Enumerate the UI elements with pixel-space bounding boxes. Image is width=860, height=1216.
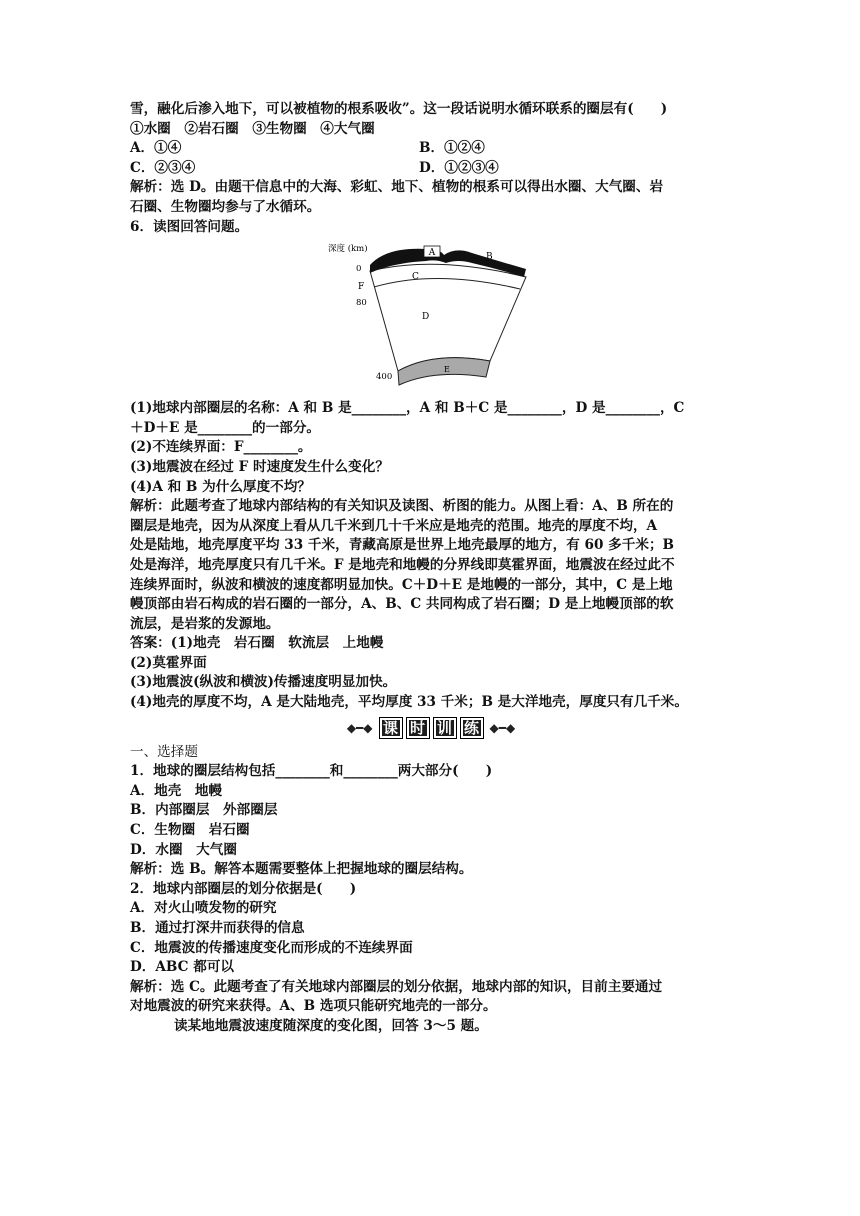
- question-5-options: [130, 139, 732, 178]
- question-6-questions: [130, 399, 732, 497]
- label-d: D: [422, 312, 430, 323]
- text-line: (2)不连续界面：F________。: [130, 439, 312, 456]
- text-line: 解析：此题考查了地球内部结构的有关知识及读图、析图的能力。从图上看：A、B 所在的: [130, 498, 674, 515]
- text-line: 读某地地震波速度随深度的变化图，回答 3～5 题。: [174, 1017, 488, 1034]
- option-c: C．②③④: [130, 159, 196, 176]
- label-b: B: [486, 252, 493, 263]
- text-line: D．ABC 都可以: [130, 959, 235, 976]
- tick-0: 0: [356, 264, 362, 275]
- text-line: B．内部圈层 外部圈层: [130, 802, 278, 819]
- text-line: C．生物圈 岩石圈: [130, 822, 250, 839]
- earth-layers-diagram: [326, 239, 536, 395]
- banner-char: 练: [460, 717, 484, 739]
- banner-char: 时: [406, 717, 430, 739]
- text-line: 解析：选 C。此题考查了有关地球内部圈层的划分依据，地球内部的知识，目前主要通过: [130, 978, 663, 995]
- option-row: [130, 159, 732, 179]
- text-line: (4)地壳的厚度不均，A 是大陆地壳，平均厚度 33 千米；B 是大洋地壳，厚度只有几千米。: [130, 694, 688, 711]
- text-line: (3)地震波在经过 F 时速度发生什么变化？: [130, 458, 389, 475]
- text-line: D．水圈 大气圈: [130, 841, 237, 858]
- text-line: (2)莫霍界面: [130, 654, 207, 671]
- text-line: 幔顶部由岩石构成的岩石圈的一部分，A、B、C 共同构成了岩石圈；D 是上地幔顶部的软: [130, 596, 674, 613]
- text-line: C．地震波的传播速度变化而形成的不连续界面: [130, 939, 413, 956]
- text-line: ＋D＋E 是________的一部分。: [130, 419, 321, 436]
- text-line: 解析：选 B。解答本题需要整体上把握地球的圈层结构。: [130, 861, 473, 878]
- document-page: [130, 100, 732, 1037]
- text-line: 圈层是地壳，因为从深度上看从几千米到几十千米应是地壳的范围。地壳的厚度不均，A: [130, 517, 658, 534]
- banner-title: [379, 717, 484, 739]
- text-line: 石圈、生物圈均参与了水循环。: [130, 198, 321, 215]
- banner-right-deco: ◆━◆: [489, 720, 516, 735]
- label-f: F: [358, 282, 365, 293]
- option-row: [130, 139, 732, 159]
- text-line: A．对火山喷发物的研究: [130, 900, 277, 917]
- option-b: B．①②④: [419, 140, 485, 157]
- text-line: 1．地球的圈层结构包括________和________两大部分( ): [130, 763, 493, 780]
- banner-char: 课: [379, 717, 403, 739]
- label-e: E: [444, 365, 450, 375]
- text-line: (3)地震波(纵波和横波)传播速度明显加快。: [130, 674, 397, 691]
- tick-400: 400: [376, 372, 393, 383]
- text-line: ①水圈 ②岩石圈 ③生物圈 ④大气圈: [130, 120, 375, 137]
- question-6-title: 6．读图回答问题。: [130, 218, 249, 235]
- text-line: (1)地球内部圈层的名称：A 和 B 是________，A 和 B＋C 是________，D 是________，C: [130, 400, 685, 417]
- text-line: 解析：选 D。由题干信息中的大海、彩虹、地下、植物的根系可以得出水圈、大气圈、岩: [130, 179, 664, 196]
- option-d: D．①②③④: [419, 159, 499, 176]
- text-line: 连续界面时，纵波和横波的速度都明显加快。C＋D＋E 是地幔的一部分，其中，C 是上地: [130, 576, 673, 593]
- text-line: 处是陆地，地壳厚度平均 33 千米，青藏高原是世界上地壳最厚的地方，有 60 多千米；B: [130, 537, 675, 554]
- text-line: 处是海洋，地壳厚度只有几千米。F 是地壳和地幔的分界线即莫霍界面，地震波在经过此不: [130, 556, 675, 573]
- question-5-stem: [130, 100, 732, 139]
- text-line: 流层，是岩浆的发源地。: [130, 615, 280, 632]
- option-a: A．①④: [130, 140, 182, 157]
- section-banner: [130, 715, 732, 741]
- banner-char: 训: [433, 717, 457, 739]
- text-line: B．通过打深井而获得的信息: [130, 920, 305, 936]
- banner-left-deco: ◆━◆: [346, 720, 373, 735]
- text-line: 对地震波的研究来获得。A、B 选项只能研究地壳的一部分。: [130, 998, 497, 1015]
- text-line: 答案：(1)地壳 岩石圈 软流层 上地幔: [130, 635, 384, 652]
- label-a: A: [428, 248, 436, 259]
- question-6-analysis: [130, 497, 732, 634]
- layer-d-region: [370, 264, 526, 371]
- text-line: A．地壳 地幔: [130, 782, 223, 799]
- question-5-analysis: [130, 178, 732, 217]
- text-line: (4)A 和 B 为什么厚度不均？: [130, 478, 311, 495]
- tick-80: 80: [356, 298, 367, 309]
- text-line: 雪，融化后渗入地下，可以被植物的根系吸收”。这一段话说明水循环联系的圈层有( ): [130, 101, 668, 117]
- label-c: C: [412, 272, 419, 283]
- question-6-answers: [130, 634, 732, 712]
- text-line: 2．地球内部圈层的划分依据是( ): [130, 880, 357, 897]
- depth-axis-label: 深度 (km): [328, 244, 368, 255]
- section-heading: 一、选择题: [130, 743, 198, 760]
- earth-layers-figure: [130, 239, 732, 397]
- training-section: [130, 743, 732, 1037]
